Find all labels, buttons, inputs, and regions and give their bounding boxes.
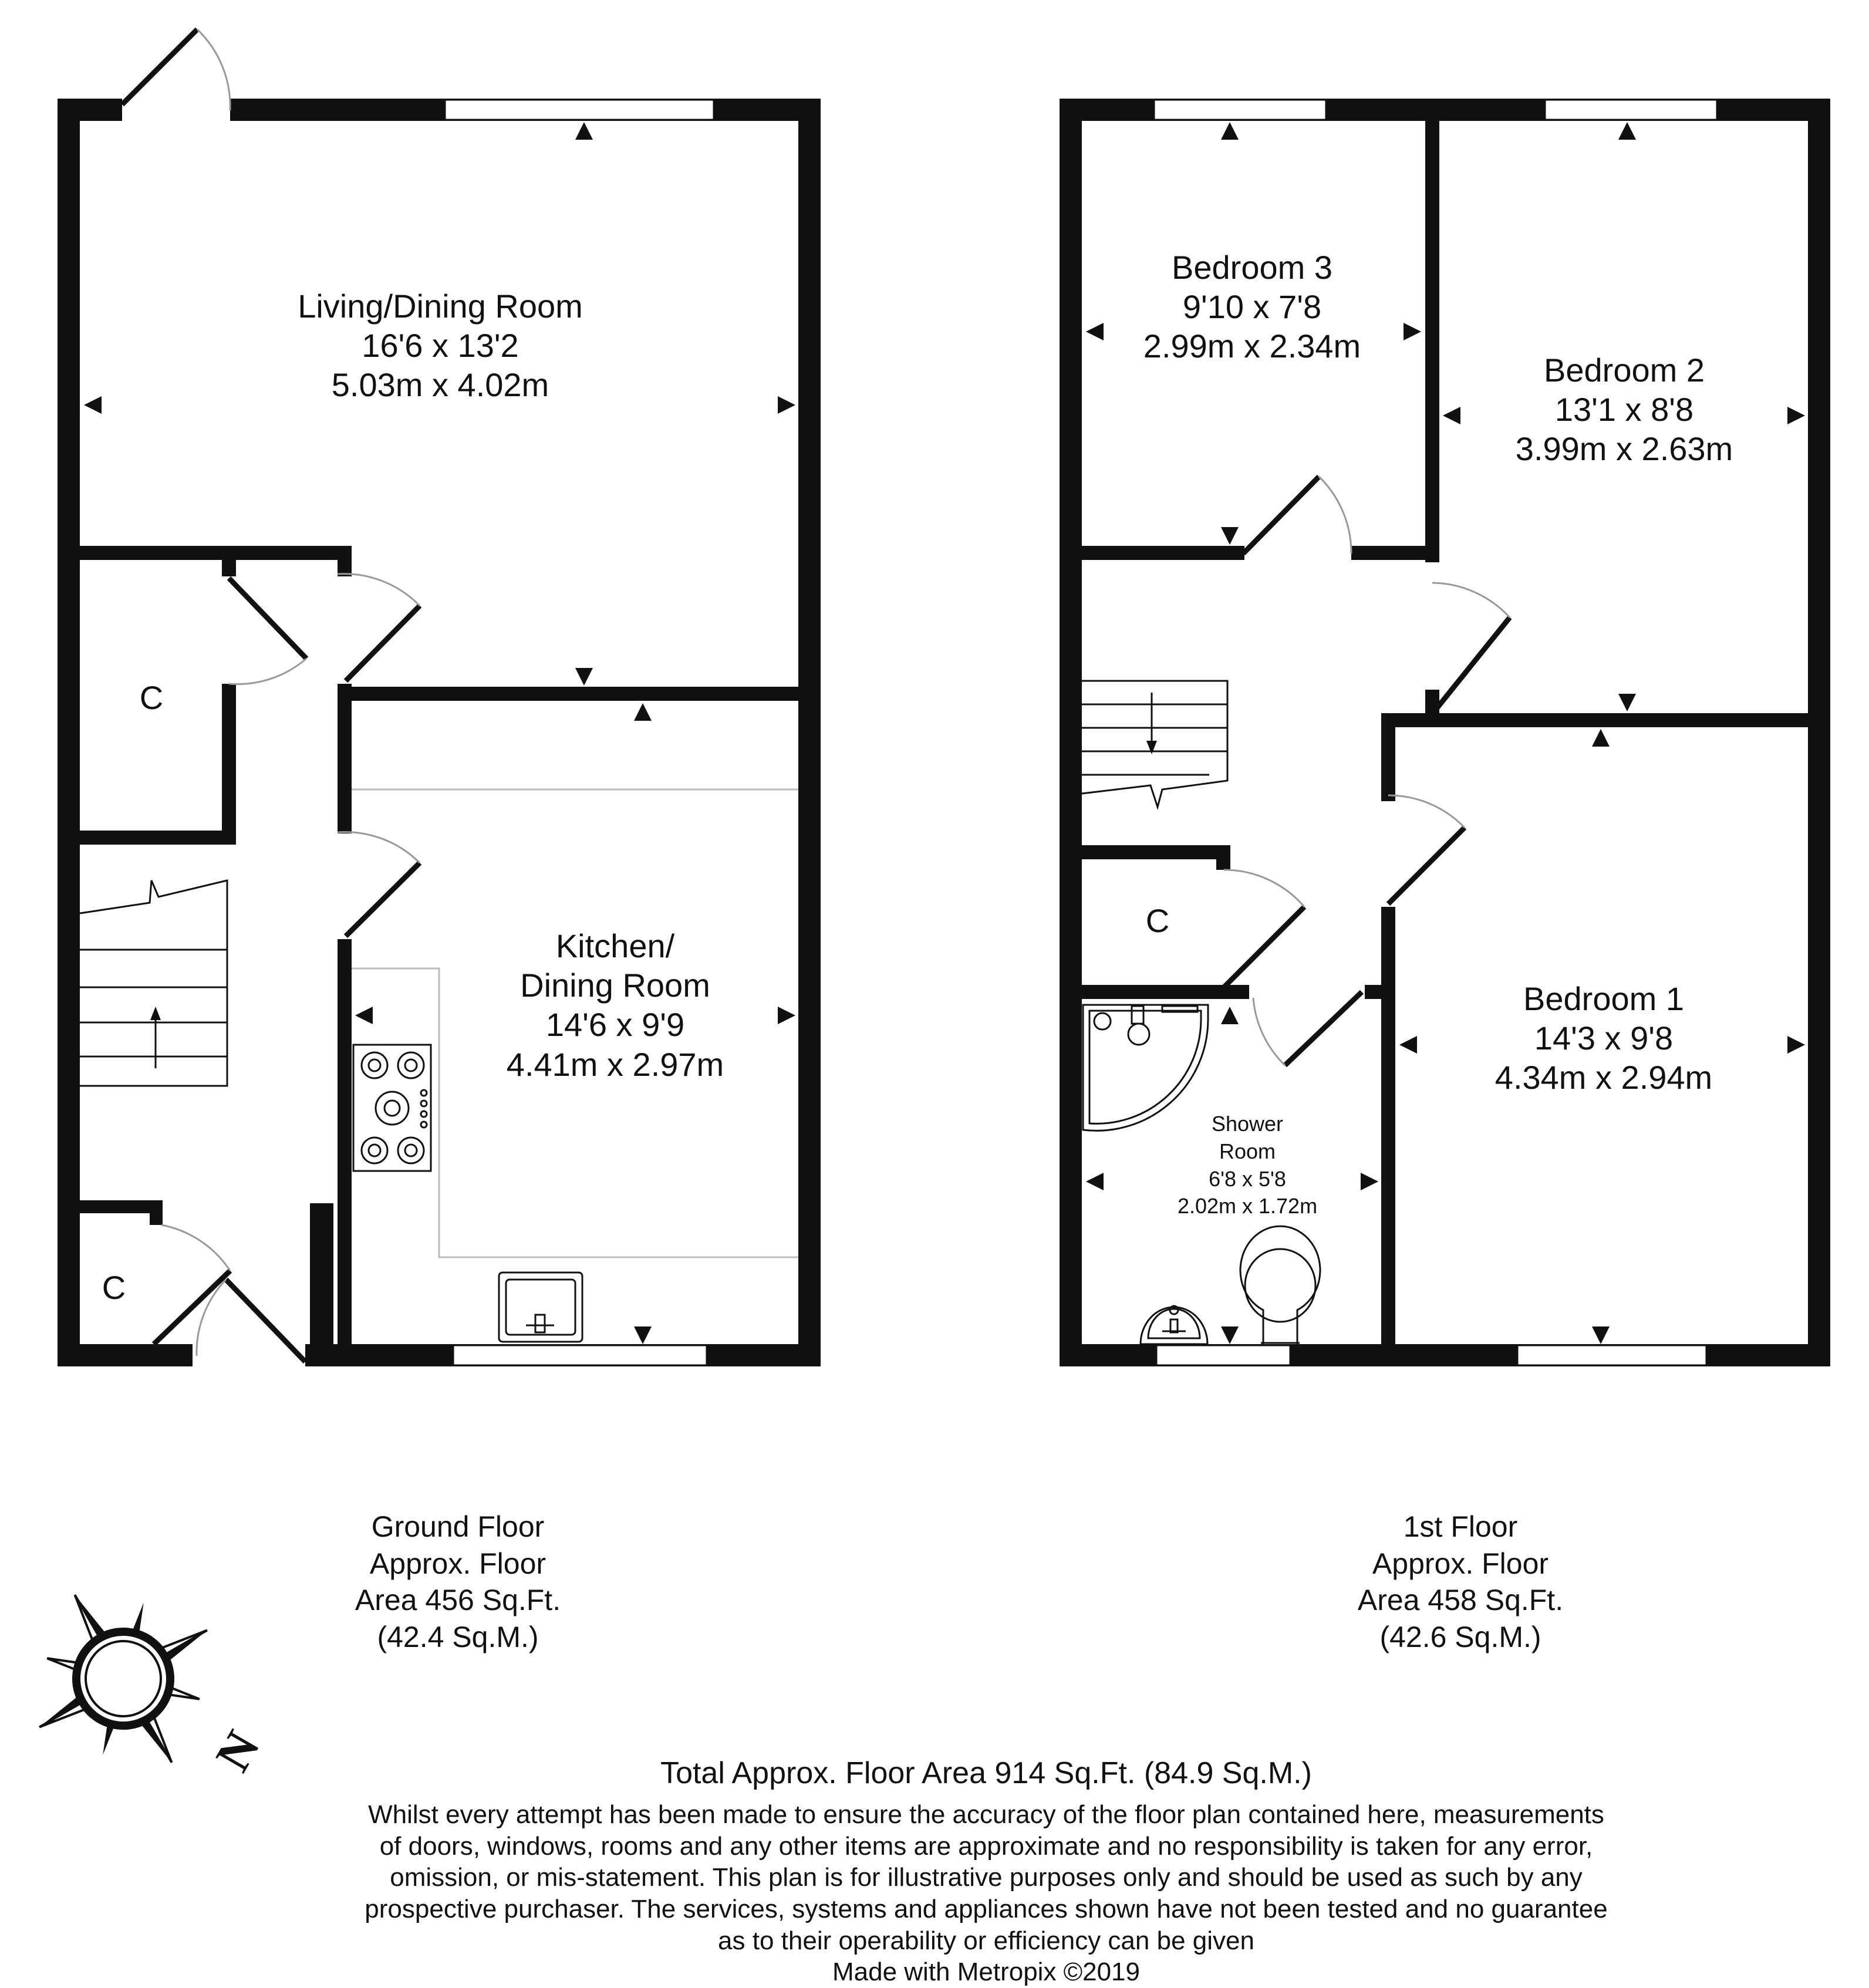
window (1545, 100, 1717, 120)
caption-line: Ground Floor (371, 1510, 545, 1543)
caption-line: Area 458 Sq.Ft. (1357, 1584, 1564, 1616)
cupboard-label: C (1145, 902, 1170, 939)
room-name: Shower (1211, 1112, 1284, 1136)
ground-floor-caption (355, 1508, 561, 1655)
compass-north-letter: N (205, 1722, 271, 1781)
room-size-metric: 2.02m x 1.72m (1177, 1194, 1318, 1219)
bedroom1-door (1388, 795, 1465, 904)
room-size-metric: 5.03m x 4.02m (331, 366, 549, 404)
disclaimer (365, 1799, 1607, 1988)
room-name: Living/Dining Room (298, 288, 583, 325)
cupboard-door (229, 578, 306, 684)
room-size-metric: 4.34m x 2.94m (1494, 1059, 1713, 1096)
caption-line: 1st Floor (1403, 1510, 1518, 1543)
living-room-label (298, 286, 583, 405)
first-floor-caption (1358, 1508, 1563, 1655)
disclaimer-line: Whilst every attempt has been made to ensure the accuracy of the floor plan contained here, measurements (368, 1800, 1604, 1829)
room-size-metric: 4.41m x 2.97m (506, 1045, 724, 1083)
shower-room-label (1178, 1111, 1317, 1220)
front-door (122, 29, 230, 110)
window (1154, 100, 1326, 120)
room-size-imperial: 13'1 x 8'8 (1554, 391, 1694, 428)
staircase (1082, 681, 1227, 807)
window (1156, 1345, 1290, 1365)
disclaimer-line: omission, or mis-statement. This plan is for illustrative purposes only and should be used as such by any (390, 1863, 1583, 1892)
room-name: Room (1219, 1139, 1276, 1163)
room-name: Bedroom 1 (1523, 980, 1684, 1017)
living-room-door (338, 574, 420, 681)
bedroom2-label (1516, 350, 1733, 469)
cupboard-door (1224, 870, 1304, 987)
caption-line: (42.4 Sq.M.) (377, 1620, 539, 1653)
toilet (1240, 1226, 1320, 1344)
room-size-imperial: 6'8 x 5'8 (1209, 1166, 1286, 1191)
disclaimer-line: prospective purchaser. The services, systems and appliances shown have not been tested and no guarantee (365, 1895, 1608, 1924)
entrance-door (197, 1280, 305, 1362)
bedroom3-label (1143, 248, 1361, 366)
ground-floor-plan (58, 29, 821, 1366)
lower-cupboard-door (154, 1225, 230, 1344)
hob (353, 1045, 431, 1171)
room-size-imperial: 16'6 x 13'2 (362, 327, 519, 364)
window (453, 1345, 707, 1365)
kitchen-sink (499, 1273, 582, 1342)
window (445, 100, 714, 120)
staircase (80, 880, 227, 1086)
room-size-metric: 2.99m x 2.34m (1143, 328, 1361, 365)
room-name: Dining Room (520, 967, 710, 1004)
room-name: Bedroom 2 (1544, 352, 1705, 389)
kitchen-label (507, 926, 724, 1084)
bedroom3-door (1243, 477, 1351, 553)
room-size-imperial: 14'6 x 9'9 (545, 1006, 685, 1044)
bedroom2-door (1432, 583, 1510, 713)
room-name: Kitchen/ (555, 927, 675, 964)
room-size-imperial: 9'10 x 7'8 (1182, 288, 1322, 326)
bedroom1-label (1495, 979, 1712, 1098)
room-size-metric: 3.99m x 2.63m (1515, 430, 1733, 468)
total-floor-area: Total Approx. Floor Area 914 Sq.Ft. (84.9 Sq.M.) (660, 1756, 1312, 1790)
shower-room-door (1253, 992, 1362, 1065)
wash-basin (1141, 1306, 1207, 1344)
room-size-imperial: 14'3 x 9'8 (1534, 1020, 1674, 1057)
cupboard-label: C (102, 1269, 126, 1306)
disclaimer-line: as to their operability or efficiency can be given (718, 1926, 1254, 1955)
caption-line: (42.6 Sq.M.) (1379, 1620, 1541, 1653)
caption-line: Approx. Floor (369, 1547, 546, 1580)
cupboard-label: C (139, 679, 164, 716)
kitchen-door (338, 832, 420, 936)
caption-line: Area 456 Sq.Ft. (355, 1584, 561, 1616)
disclaimer-line: of doors, windows, rooms and any other items are approximate and no responsibility is taken for any error, (379, 1831, 1593, 1861)
room-name: Bedroom 3 (1172, 249, 1332, 286)
compass-rose (0, 1547, 255, 1811)
credit-line: Made with Metropix ©2019 (832, 1957, 1140, 1987)
window (1517, 1345, 1706, 1365)
caption-line: Approx. Floor (1372, 1547, 1549, 1580)
